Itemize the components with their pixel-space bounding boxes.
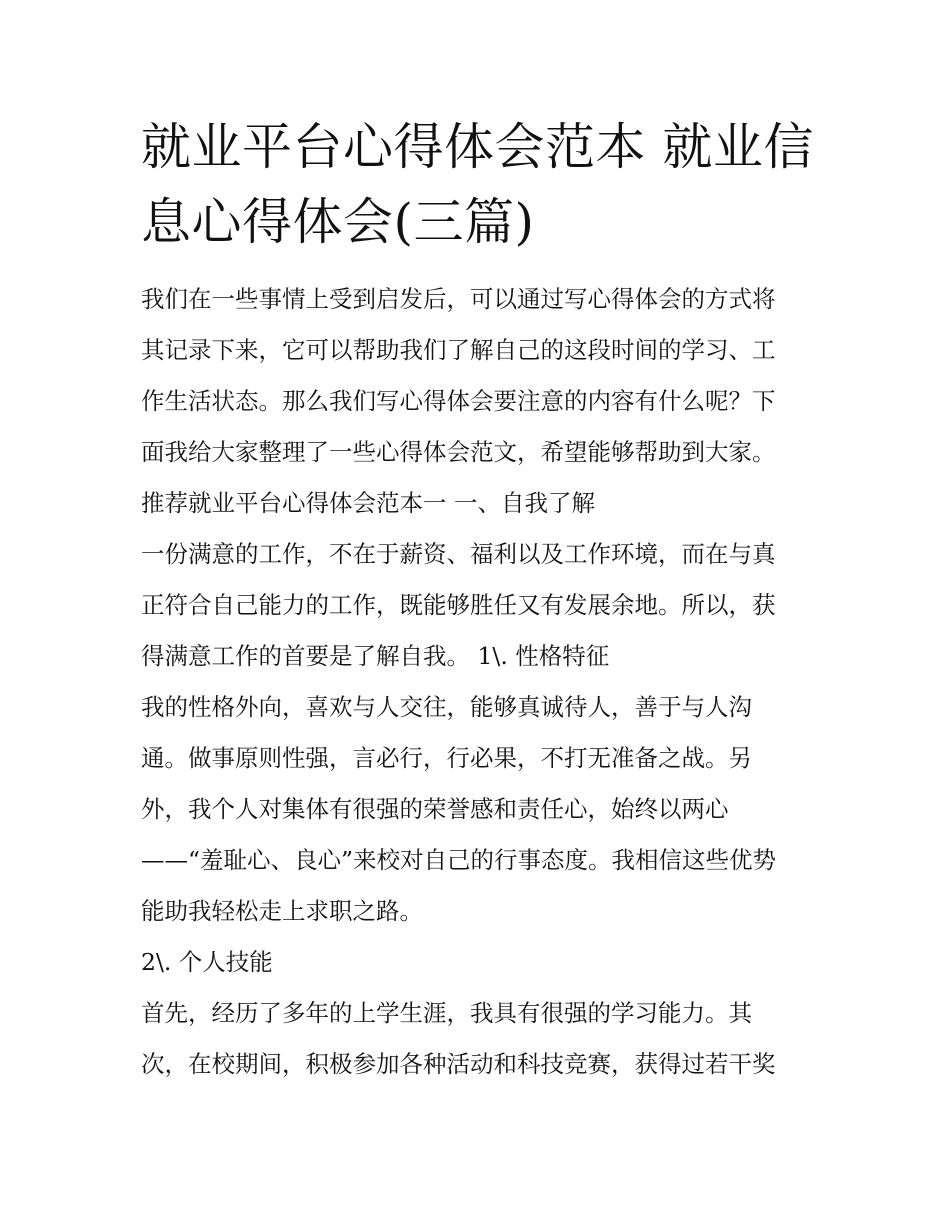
- body-line: 我的性格外向，喜欢与人交往，能够真诚待人，善于与人沟: [141, 693, 752, 721]
- subsection-heading-line: 2\. 个人技能: [141, 948, 273, 976]
- body-line: 通。做事原则性强，言必行，行必果，不打无准备之战。另: [141, 744, 752, 772]
- body-line: 首先，经历了多年的上学生涯，我具有很强的学习能力。其: [141, 999, 752, 1027]
- body-line: 我们在一些事情上受到启发后，可以通过写心得体会的方式将: [141, 285, 776, 313]
- body-line: 作生活状态。那么我们写心得体会要注意的内容有什么呢？下: [141, 387, 776, 415]
- body-line: 面我给大家整理了一些心得体会范文，希望能够帮助到大家。: [141, 438, 776, 466]
- body-line: 能助我轻松走上求职之路。: [141, 897, 423, 925]
- body-line: ——“羞耻心、良心”来校对自己的行事态度。我相信这些优势: [141, 846, 777, 874]
- body-line: 得满意工作的首要是了解自我。 1\. 性格特征: [141, 642, 610, 670]
- body-line: 其记录下来，它可以帮助我们了解自己的这段时间的学习、工: [141, 336, 776, 364]
- title-line-1: 就业平台心得体会范本 就业信: [141, 118, 814, 176]
- body-line: 正符合自己能力的工作，既能够胜任又有发展余地。所以，获: [141, 591, 776, 619]
- title-line-2: 息心得体会(三篇): [141, 193, 535, 251]
- section-heading-line: 推荐就业平台心得体会范本一 一、自我了解: [141, 489, 595, 517]
- document-content: [141, 110, 816, 1090]
- body-line: 外，我个人对集体有很强的荣誉感和责任心，始终以两心: [141, 795, 729, 823]
- body-line: 一份满意的工作，不在于薪资、福利以及工作环境，而在与真: [141, 540, 776, 568]
- document-title: [141, 110, 816, 260]
- document-body: [141, 274, 816, 1090]
- body-line: 次，在校期间，积极参加各种活动和科技竞赛，获得过若干奖: [141, 1050, 776, 1078]
